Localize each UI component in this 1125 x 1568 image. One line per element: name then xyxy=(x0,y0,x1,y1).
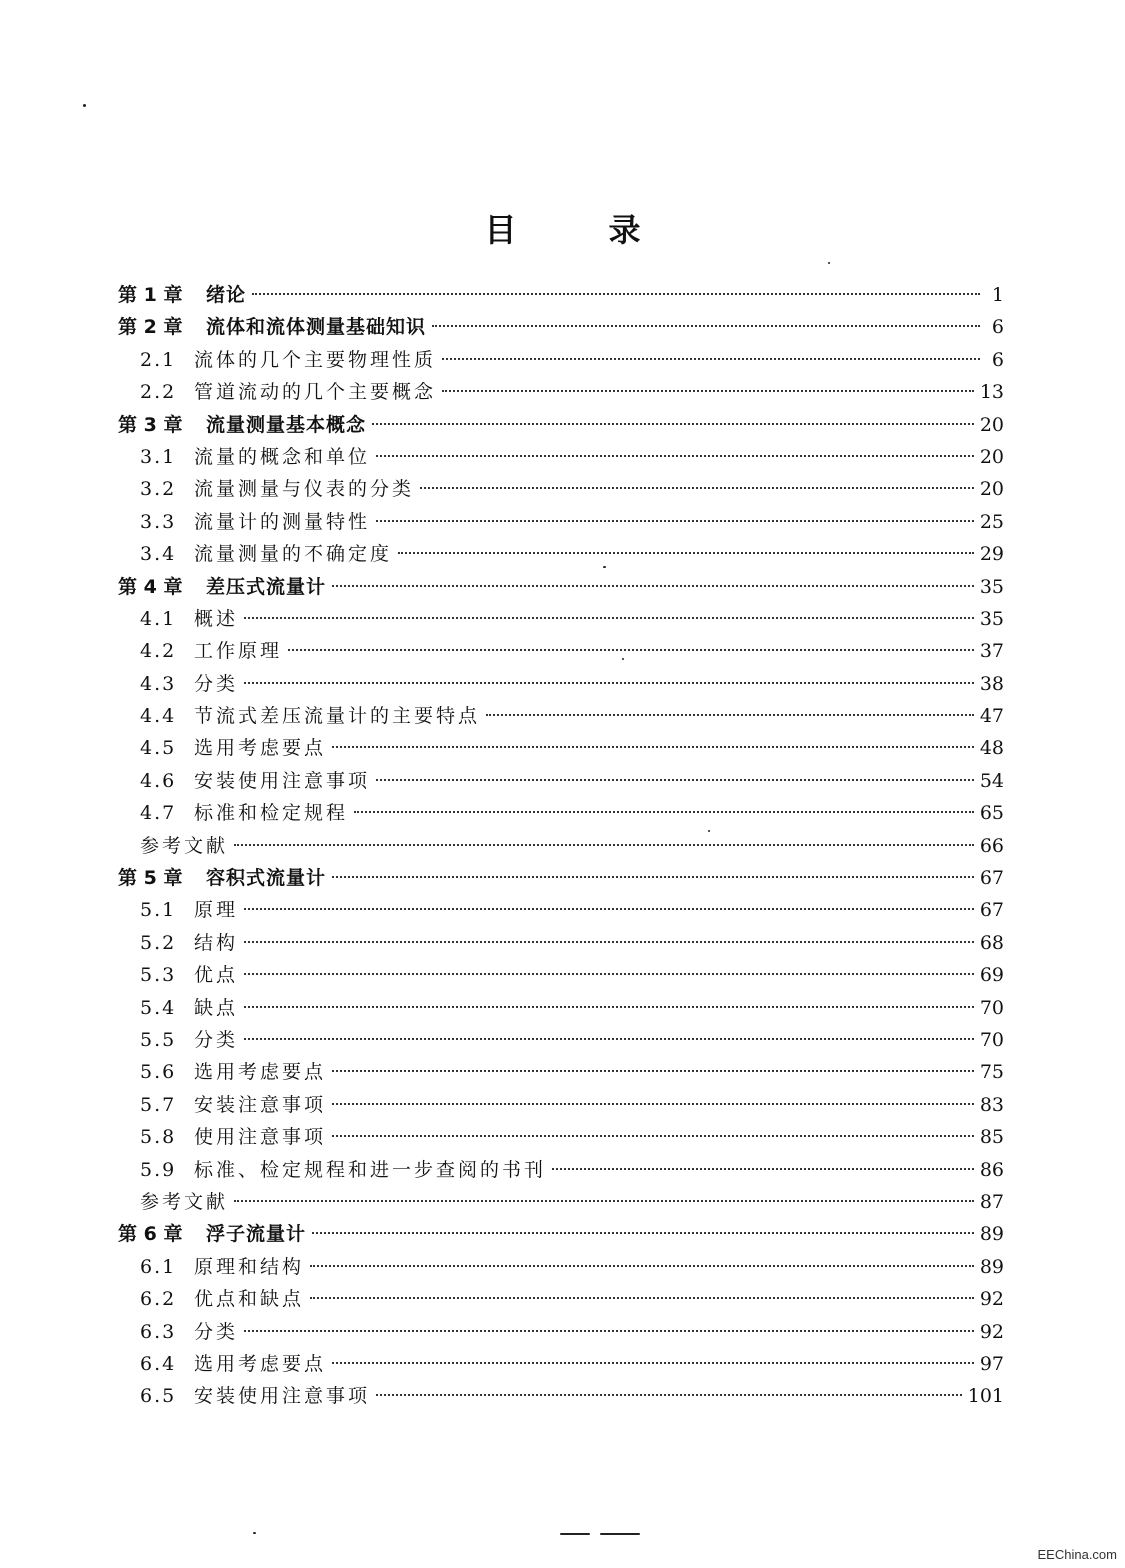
toc-leader-dots xyxy=(310,1265,974,1267)
toc-page-number: 25 xyxy=(979,510,1004,533)
toc-entry-title: 流量测量的不确定度 xyxy=(194,543,393,566)
toc-leader-dots xyxy=(376,779,974,781)
toc-page-number: 101 xyxy=(967,1385,1004,1408)
toc-page-number: 67 xyxy=(979,867,1004,890)
toc-section-entry[interactable] xyxy=(118,1251,1004,1283)
toc-entry-number: 6.3 xyxy=(140,1320,177,1343)
scan-speck xyxy=(828,262,830,264)
toc-entry-number: 3.4 xyxy=(140,543,177,566)
toc-entry-number: 4.6 xyxy=(140,769,177,792)
toc-leader-dots xyxy=(244,973,974,975)
toc-leader-dots xyxy=(244,1006,974,1008)
toc-section-entry[interactable] xyxy=(118,473,1004,505)
toc-entry-number: 6.4 xyxy=(140,1352,177,1375)
toc-entry-number: 第 3 章 xyxy=(118,413,183,436)
toc-entry-number: 5.4 xyxy=(140,996,177,1019)
title-char-2: 录 xyxy=(608,211,641,249)
toc-section-entry[interactable] xyxy=(118,765,1004,797)
toc-section-entry[interactable] xyxy=(118,797,1004,829)
toc-section-entry[interactable] xyxy=(118,1121,1004,1153)
toc-entry-title: 分类 xyxy=(194,1028,239,1051)
toc-page-number: 66 xyxy=(979,834,1004,857)
toc-entry-number: 4.1 xyxy=(140,607,177,630)
toc-entry-number: 第 4 章 xyxy=(118,575,183,598)
toc-entry-title: 流体的几个主要物理性质 xyxy=(194,348,437,371)
toc-chapter-entry[interactable] xyxy=(118,409,1004,441)
toc-leader-dots xyxy=(332,1135,974,1137)
toc-page-number: 29 xyxy=(979,543,1004,566)
toc-leader-dots xyxy=(244,908,974,910)
toc-section-entry[interactable] xyxy=(118,344,1004,376)
toc-leader-dots xyxy=(332,876,974,878)
toc-page-number: 70 xyxy=(979,1028,1004,1051)
toc-entry-number: 5.1 xyxy=(140,899,177,922)
title-char-1: 目 xyxy=(484,211,517,249)
toc-section-entry[interactable] xyxy=(118,992,1004,1024)
toc-section-entry[interactable] xyxy=(118,1348,1004,1380)
toc-entry-number: 5.5 xyxy=(140,1028,177,1051)
toc-leader-dots xyxy=(442,358,980,360)
toc-section-entry[interactable] xyxy=(118,1024,1004,1056)
toc-entry-number: 2.1 xyxy=(140,348,177,371)
toc-entry-number: 4.7 xyxy=(140,802,177,825)
toc-leader-dots xyxy=(376,1394,962,1396)
toc-entry-number: 2.2 xyxy=(140,381,177,404)
toc-page-number: 37 xyxy=(979,640,1004,663)
toc-entry-number: 5.9 xyxy=(140,1158,177,1181)
toc-entry-title: 绪论 xyxy=(206,284,247,306)
toc-section-entry[interactable] xyxy=(118,376,1004,408)
toc-page-number: 67 xyxy=(979,899,1004,922)
toc-entry-number: 第 1 章 xyxy=(118,284,183,306)
toc-section-entry[interactable] xyxy=(118,506,1004,538)
toc-section-entry[interactable] xyxy=(118,959,1004,991)
toc-page-number: 35 xyxy=(979,607,1004,630)
toc-leader-dots xyxy=(288,649,974,651)
toc-page-number: 70 xyxy=(979,996,1004,1019)
toc-leader-dots xyxy=(432,325,980,327)
toc-page-number: 38 xyxy=(979,672,1004,695)
scan-speck xyxy=(622,658,624,660)
toc-page-number: 20 xyxy=(979,413,1004,436)
toc-page-number: 47 xyxy=(979,705,1004,728)
toc-entry-title: 使用注意事项 xyxy=(194,1126,327,1149)
toc-leader-dots xyxy=(310,1297,974,1299)
toc-leader-dots xyxy=(312,1232,974,1234)
toc-entry-title: 工作原理 xyxy=(194,640,283,663)
toc-entry-title: 选用考虑要点 xyxy=(194,1352,327,1375)
toc-entry-number: 6.5 xyxy=(140,1385,177,1408)
page-title xyxy=(0,205,1125,251)
toc-leader-dots xyxy=(244,1330,974,1332)
toc-leader-dots xyxy=(332,746,974,748)
toc-page-number: 6 xyxy=(991,348,1004,371)
toc-entry-title: 分类 xyxy=(194,1320,239,1343)
toc-leader-dots xyxy=(234,844,974,846)
toc-leader-dots xyxy=(252,293,980,295)
toc-entry-title: 差压式流量计 xyxy=(206,575,327,598)
toc-page-number: 89 xyxy=(979,1223,1004,1246)
toc-entry-title: 浮子流量计 xyxy=(206,1223,307,1246)
toc-entry-number: 4.5 xyxy=(140,737,177,760)
toc-section-entry[interactable] xyxy=(118,1283,1004,1315)
scan-speck xyxy=(253,1532,256,1534)
toc-page-number: 20 xyxy=(979,478,1004,501)
toc-page-number: 20 xyxy=(979,445,1004,468)
toc-page-number: 65 xyxy=(979,802,1004,825)
toc-page-number: 75 xyxy=(979,1061,1004,1084)
toc-page-number: 92 xyxy=(979,1320,1004,1343)
toc-entry-title: 节流式差压流量计的主要特点 xyxy=(194,705,481,728)
toc-entry-title: 流体和流体测量基础知识 xyxy=(206,316,427,339)
toc-section-entry[interactable] xyxy=(118,1316,1004,1348)
toc-page-number: 97 xyxy=(979,1352,1004,1375)
toc-leader-dots xyxy=(244,1038,974,1040)
toc-entry-title: 安装注意事项 xyxy=(194,1093,327,1116)
toc-leader-dots xyxy=(244,682,974,684)
toc-entry-number: 5.8 xyxy=(140,1126,177,1149)
toc-chapter-entry[interactable] xyxy=(118,862,1004,894)
toc-page-number: 54 xyxy=(979,769,1004,792)
toc-leader-dots xyxy=(244,617,974,619)
toc-section-entry[interactable] xyxy=(118,894,1004,926)
toc-page-number: 83 xyxy=(979,1093,1004,1116)
scan-speck xyxy=(708,830,710,832)
toc-entry-number: 4.2 xyxy=(140,640,177,663)
toc-leader-dots xyxy=(376,520,974,522)
toc-entry-number: 4.4 xyxy=(140,705,177,728)
table-of-contents xyxy=(118,279,1004,1413)
toc-entry-title: 安装使用注意事项 xyxy=(194,769,371,792)
toc-entry-number: 第 6 章 xyxy=(118,1223,183,1246)
toc-section-entry[interactable] xyxy=(118,1380,1004,1412)
toc-entry-title: 管道流动的几个主要概念 xyxy=(194,381,437,404)
watermark: EEChina.com xyxy=(1037,1547,1117,1562)
toc-page-number: 89 xyxy=(979,1255,1004,1278)
toc-section-entry[interactable] xyxy=(118,635,1004,667)
toc-leader-dots xyxy=(332,585,974,587)
toc-entry-title: 选用考虑要点 xyxy=(194,1061,327,1084)
toc-entry-title: 安装使用注意事项 xyxy=(194,1385,371,1408)
toc-entry-title: 参考文献 xyxy=(140,1190,229,1213)
toc-section-entry[interactable] xyxy=(118,830,1004,862)
toc-entry-title: 原理和结构 xyxy=(194,1255,305,1278)
toc-leader-dots xyxy=(398,552,974,554)
toc-leader-dots xyxy=(486,714,974,716)
toc-entry-title: 流量测量与仪表的分类 xyxy=(194,478,415,501)
toc-section-entry[interactable] xyxy=(118,732,1004,764)
toc-entry-title: 标准和检定规程 xyxy=(194,802,349,825)
toc-section-entry[interactable] xyxy=(118,1154,1004,1186)
toc-page-number: 68 xyxy=(979,931,1004,954)
toc-entry-title: 结构 xyxy=(194,931,239,954)
toc-chapter-entry[interactable] xyxy=(118,1218,1004,1250)
toc-leader-dots xyxy=(244,941,974,943)
toc-page-number: 13 xyxy=(979,381,1004,404)
toc-page-number: 87 xyxy=(979,1190,1004,1213)
toc-entry-title: 优点和缺点 xyxy=(194,1288,305,1311)
toc-entry-title: 分类 xyxy=(194,672,239,695)
toc-leader-dots xyxy=(332,1070,974,1072)
toc-section-entry[interactable] xyxy=(118,603,1004,635)
scan-speck xyxy=(603,566,606,568)
toc-section-entry[interactable] xyxy=(118,1186,1004,1218)
toc-chapter-entry[interactable] xyxy=(118,571,1004,603)
toc-section-entry[interactable] xyxy=(118,538,1004,570)
toc-entry-number: 5.2 xyxy=(140,931,177,954)
toc-entry-title: 容积式流量计 xyxy=(206,867,327,890)
toc-section-entry[interactable] xyxy=(118,700,1004,732)
toc-page-number: 6 xyxy=(991,316,1004,339)
toc-entry-number: 5.3 xyxy=(140,964,177,987)
toc-page-number: 35 xyxy=(979,575,1004,598)
toc-entry-title: 流量计的测量特性 xyxy=(194,510,371,533)
toc-entry-number: 第 5 章 xyxy=(118,867,183,890)
toc-leader-dots xyxy=(234,1200,974,1202)
toc-entry-title: 标准、检定规程和进一步查阅的书刊 xyxy=(194,1158,547,1181)
toc-entry-title: 选用考虑要点 xyxy=(194,737,327,760)
toc-page-number: 1 xyxy=(991,284,1004,306)
toc-entry-number: 5.6 xyxy=(140,1061,177,1084)
toc-entry-number: 3.3 xyxy=(140,510,177,533)
toc-entry-title: 流量的概念和单位 xyxy=(194,445,371,468)
toc-entry-number: 6.2 xyxy=(140,1288,177,1311)
toc-chapter-entry[interactable] xyxy=(118,279,1004,311)
toc-section-entry[interactable] xyxy=(118,927,1004,959)
toc-entry-number: 3.2 xyxy=(140,478,177,501)
toc-entry-number: 4.3 xyxy=(140,672,177,695)
toc-section-entry[interactable] xyxy=(118,1056,1004,1088)
toc-page-number: 92 xyxy=(979,1288,1004,1311)
toc-entry-number: 第 2 章 xyxy=(118,316,183,339)
scan-speck xyxy=(600,1533,640,1535)
toc-page-number: 69 xyxy=(979,964,1004,987)
toc-leader-dots xyxy=(372,423,974,425)
toc-entry-title: 原理 xyxy=(194,899,239,922)
toc-entry-number: 3.1 xyxy=(140,445,177,468)
toc-entry-title: 参考文献 xyxy=(140,834,229,857)
toc-page-number: 85 xyxy=(979,1126,1004,1149)
toc-section-entry[interactable] xyxy=(118,441,1004,473)
toc-entry-number: 6.1 xyxy=(140,1255,177,1278)
toc-leader-dots xyxy=(332,1362,974,1364)
toc-chapter-entry[interactable] xyxy=(118,311,1004,343)
toc-entry-title: 优点 xyxy=(194,964,239,987)
toc-page-number: 86 xyxy=(979,1158,1004,1181)
scan-speck xyxy=(83,104,86,107)
toc-section-entry[interactable] xyxy=(118,668,1004,700)
toc-entry-title: 概述 xyxy=(194,607,239,630)
toc-entry-title: 流量测量基本概念 xyxy=(206,413,367,436)
toc-leader-dots xyxy=(354,811,974,813)
toc-leader-dots xyxy=(376,455,974,457)
toc-leader-dots xyxy=(332,1103,974,1105)
toc-leader-dots xyxy=(442,390,974,392)
scan-speck xyxy=(560,1533,590,1535)
toc-entry-title: 缺点 xyxy=(194,996,239,1019)
toc-leader-dots xyxy=(552,1168,974,1170)
toc-entry-number: 5.7 xyxy=(140,1093,177,1116)
toc-section-entry[interactable] xyxy=(118,1089,1004,1121)
toc-leader-dots xyxy=(420,487,974,489)
toc-page-number: 48 xyxy=(979,737,1004,760)
